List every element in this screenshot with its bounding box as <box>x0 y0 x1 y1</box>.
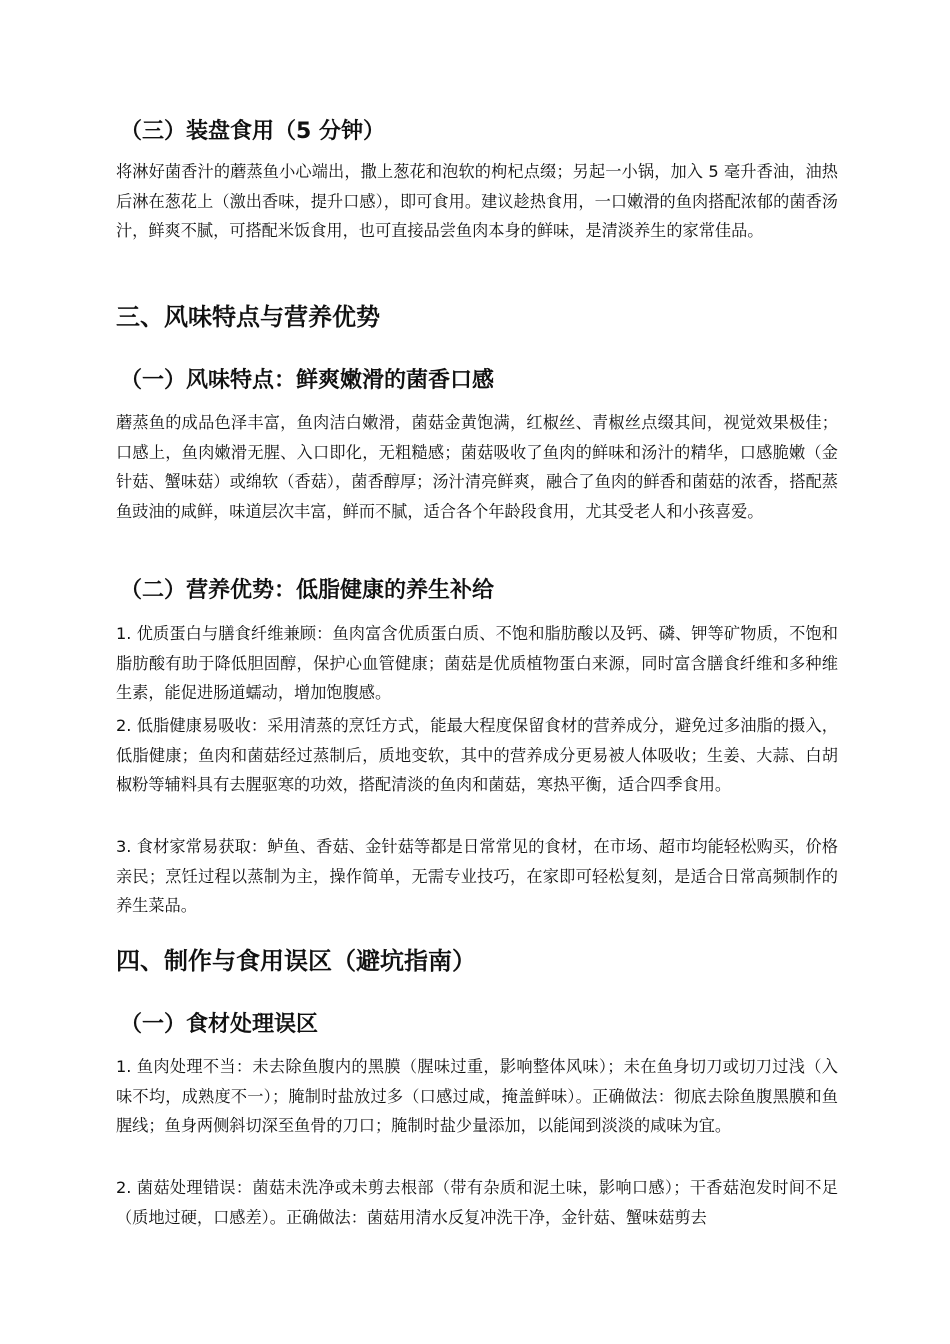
list-item-nutrition-1: 1. 优质蛋白与膳食纤维兼顾：鱼肉富含优质蛋白质、不饱和脂肪酸以及钙、磷、钾等矿物质，不饱和脂肪酸有助于降低胆固醇，保护心血管健康；菌菇是优质植物蛋白来源，同时富含膳食纤维和多种维生素，能促进肠道蠕动，增加饱腹感。 <box>116 624 838 702</box>
section-heading-ingredient-mistakes: （一）食材处理误区 <box>120 1012 319 1037</box>
section-heading-flavor-nutrition: 三、风味特点与营养优势 <box>116 303 380 331</box>
list-item-nutrition-2: 2. 低脂健康易吸收：采用清蒸的烹饪方式，能最大程度保留食材的营养成分，避免过多油脂的摄入，低脂健康；鱼肉和菌菇经过蒸制后，质地变软，其中的营养成分更易被人体吸收；生姜、大蒜、白胡椒粉等辅料具有去腥驱寒的功效，搭配清淡的鱼肉和菌菇，寒热平衡，适合四季食用。 <box>116 716 838 794</box>
section-heading-mistakes: 四、制作与食用误区（避坑指南） <box>116 947 476 975</box>
list-item-mistake-2: 2. 菌菇处理错误：菌菇未洗净或未剪去根部（带有杂质和泥土味，影响口感）；干香菇泡发时间不足（质地过硬，口感差）。正确做法：菌菇用清水反复冲洗干净，金针菇、蟹味菇剪去 <box>116 1178 838 1227</box>
paragraph-plating: 将淋好菌香汁的蘑蒸鱼小心端出，撒上葱花和泡软的枸杞点缀；另起一小锅，加入 5 毫升香油，油热后淋在葱花上（激出香味，提升口感），即可食用。建议趁热食用，一口嫩滑的鱼肉搭配浓郁的菌香汤汁，鲜爽不腻，可搭配米饭食用，也可直接品尝鱼肉本身的鲜味，是清淡养生的家常佳品。 <box>116 162 838 240</box>
section-heading-flavor: （一）风味特点：鲜爽嫩滑的菌香口感 <box>120 368 495 393</box>
section-heading-nutrition: （二）营养优势：低脂健康的养生补给 <box>120 578 495 603</box>
section-heading-plating: （三）装盘食用（5 分钟） <box>120 119 385 144</box>
paragraph-flavor: 蘑蒸鱼的成品色泽丰富，鱼肉洁白嫩滑，菌菇金黄饱满，红椒丝、青椒丝点缀其间，视觉效果极佳；口感上，鱼肉嫩滑无腥、入口即化，无粗糙感；菌菇吸收了鱼肉的鲜味和汤汁的精华，口感脆嫩（金针菇、蟹味菇）或绵软（香菇），菌香醇厚；汤汁清亮鲜爽，融合了鱼肉的鲜香和菌菇的浓香，搭配蒸鱼豉油的咸鲜，味道层次丰富，鲜而不腻，适合各个年龄段食用，尤其受老人和小孩喜爱。 <box>116 413 838 521</box>
list-item-mistake-1: 1. 鱼肉处理不当：未去除鱼腹内的黑膜（腥味过重，影响整体风味）；未在鱼身切刀或切刀过浅（入味不均，成熟度不一）；腌制时盐放过多（口感过咸，掩盖鲜味）。正确做法：彻底去除鱼腹黑膜和鱼腥线；鱼身两侧斜切深至鱼骨的刀口；腌制时盐少量添加，以能闻到淡淡的咸味为宜。 <box>116 1057 838 1135</box>
list-item-nutrition-3: 3. 食材家常易获取：鲈鱼、香菇、金针菇等都是日常常见的食材，在市场、超市均能轻松购买，价格亲民；烹饪过程以蒸制为主，操作简单，无需专业技巧，在家即可轻松复刻，是适合日常高频制作的养生菜品。 <box>116 837 838 915</box>
